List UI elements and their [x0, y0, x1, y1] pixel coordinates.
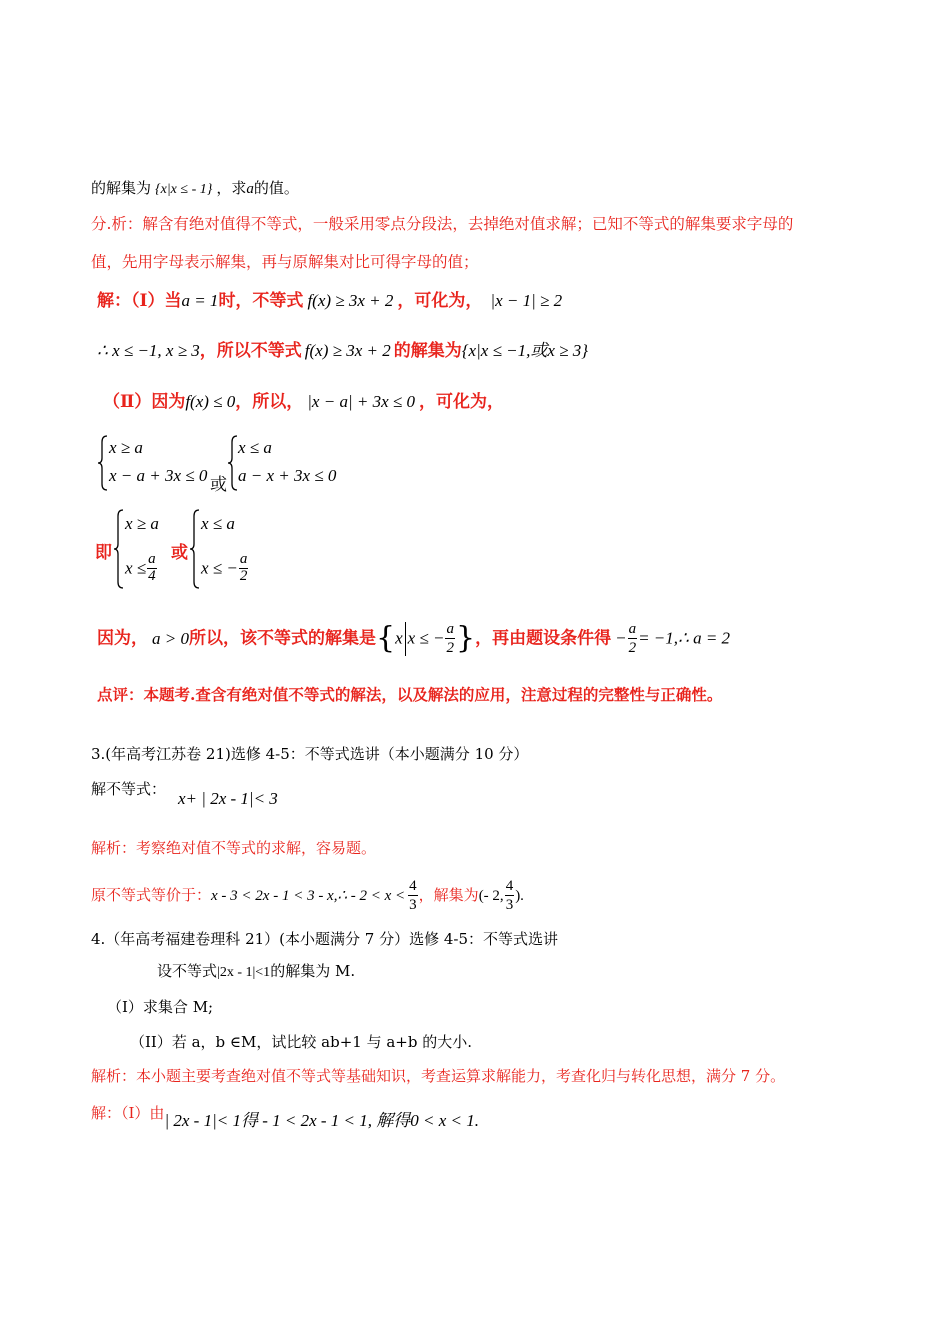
expr: x - 3 < 2x - 1 < 3 - x,∴ - 2 < x < — [211, 887, 406, 904]
analysis-line-2: 值，先用字母表示解集，再与原解集对比可得字母的值； — [91, 253, 479, 271]
or-text: 或 — [171, 543, 188, 563]
text: ，所以， — [235, 392, 304, 412]
inequality: f(x) ≥ 3x + 2 — [304, 341, 391, 360]
text: 时，不等式 — [218, 291, 304, 311]
system-line — [201, 552, 249, 585]
question-4-analysis: 解析：本小题主要考查绝对值不等式等基础知识，考查运算求解能力，考查化归与转化思想，满分 7 分。 — [91, 1067, 786, 1085]
question-3-analysis: 解析：考察绝对值不等式的求解，容易题。 — [91, 839, 377, 857]
text: ，可化为， — [418, 392, 504, 412]
solution-interval — [479, 873, 524, 918]
expr: x ≤ — [125, 558, 147, 578]
question-3-prompt — [91, 779, 166, 799]
text: 因为， — [97, 628, 148, 649]
question-3-inequality: x+ | 2x - 1|< 3 — [178, 789, 278, 808]
numerator: a — [628, 621, 637, 638]
inequality: f(x) ≥ 3x + 2 — [307, 291, 394, 310]
text: 的解集为 — [393, 341, 462, 361]
solution-part1-line2 — [97, 341, 588, 361]
system-line: x ≥ a — [125, 514, 159, 533]
bar-icon — [405, 622, 406, 656]
numerator: a — [239, 551, 248, 567]
system-line: x ≤ a — [201, 514, 235, 533]
text: （Ⅱ）因为 — [103, 392, 186, 412]
numerator: a — [148, 551, 156, 567]
text: ，再由题设条件得 — [475, 628, 612, 649]
expr: = −1,∴ a = 2 — [638, 628, 731, 648]
right-brace-icon: } — [455, 620, 476, 656]
solution-set — [376, 614, 475, 663]
numerator: 4 — [505, 878, 514, 894]
system-line: x ≤ a — [238, 438, 272, 457]
text: ，求 — [216, 179, 247, 197]
inequality-system-2 — [95, 508, 295, 594]
text: ，解集为 — [418, 886, 479, 904]
text: 解不等式： — [91, 780, 167, 798]
abs-inequality: |x − 1| ≥ 2 — [490, 291, 563, 310]
ji-text: 即 — [95, 543, 112, 563]
expr: x ≤ − — [201, 558, 238, 578]
denominator: 2 — [628, 640, 637, 657]
text: 解：（Ⅰ）当 — [97, 291, 182, 311]
question-4-title: 4.（年高考福建卷理科 21）(本小题满分 7 分）选修 4-5：不等式选讲 — [91, 930, 559, 948]
question-4-solution — [91, 1103, 480, 1130]
question-4-part1: （I）求集合 M; — [107, 998, 214, 1016]
numerator: 4 — [409, 878, 417, 894]
question-3-solution — [91, 872, 524, 916]
text: 的解集为 — [91, 179, 152, 197]
denominator: 3 — [505, 897, 514, 913]
analysis-line-1: 分.析：解含有绝对值得不等式，一般采用零点分段法，去掉绝对值求解；已知不等式的解集要求字母的 — [91, 215, 794, 233]
solution-set: {x|x ≤ −1,或x ≥ 3} — [461, 341, 589, 360]
text: 的值。 — [253, 179, 299, 197]
system-line: x ≥ a — [109, 438, 143, 457]
equation — [211, 873, 419, 918]
solution-part1-line1 — [97, 291, 562, 311]
expr: x ≤ − — [407, 628, 445, 648]
denominator: 3 — [409, 897, 417, 913]
text: 解：（I）由 — [91, 1104, 165, 1122]
question-4-part2: （II）若 a，b ∈M，试比较 ab+1 与 a+b 的大小. — [130, 1033, 473, 1051]
equation — [615, 614, 730, 663]
expr: − — [615, 628, 627, 648]
inequality: |2x - 1|<1 — [217, 965, 271, 980]
solution-math: | 2x - 1|< 1得 - 1 < 2x - 1 < 1, 解得0 < x < 1. — [164, 1111, 480, 1130]
text: 设不等式 — [157, 962, 218, 980]
condition: a > 0 — [152, 628, 189, 648]
left-brace-icon — [189, 508, 201, 590]
system-line — [125, 552, 158, 585]
condition: f(x) ≤ 0 — [185, 392, 236, 411]
problem-condition — [91, 178, 299, 200]
denominator: 2 — [239, 567, 248, 584]
text: 原不等式等价于： — [91, 886, 212, 904]
text: ，可化为， — [397, 291, 483, 311]
abs-expression: |x − a| + 3x ≤ 0 — [307, 392, 415, 411]
question-3-title: 3.(年高考江苏卷 21)选修 4-5：不等式选讲（本小题满分 10 分） — [91, 745, 529, 763]
equation: a = 1 — [181, 291, 219, 310]
denominator: 2 — [446, 640, 454, 657]
inequality-system-1 — [97, 434, 397, 494]
solution-part2-conclusion — [97, 614, 730, 662]
text: 的解集为 M. — [270, 962, 356, 980]
variable: a — [246, 181, 254, 197]
system-line: x − a + 3x ≤ 0 — [109, 466, 208, 485]
or-text: 或 — [210, 475, 227, 495]
denominator: 4 — [148, 567, 156, 584]
left-brace-icon: { — [375, 620, 396, 656]
expr: (- 2, — [478, 887, 504, 904]
text: ，所以不等式 — [199, 341, 302, 361]
therefore-expr: ∴ x ≤ −1, x ≥ 3 — [97, 341, 200, 360]
numerator: a — [446, 621, 454, 638]
expr: x — [395, 628, 403, 648]
solution-set: {x|x ≤ - 1} — [155, 182, 213, 197]
text: 所以，该不等式的解集是 — [188, 628, 376, 649]
left-brace-icon — [113, 508, 125, 590]
system-line: a − x + 3x ≤ 0 — [238, 466, 337, 485]
solution-part2-line1 — [103, 392, 504, 412]
left-brace-icon — [97, 434, 109, 492]
expr: ). — [515, 887, 524, 904]
comment-line: 点评：本题考.查含有绝对值不等式的解法，以及解法的应用，注意过程的完整性与正确性。 — [97, 685, 723, 704]
question-4-setup — [157, 961, 355, 983]
